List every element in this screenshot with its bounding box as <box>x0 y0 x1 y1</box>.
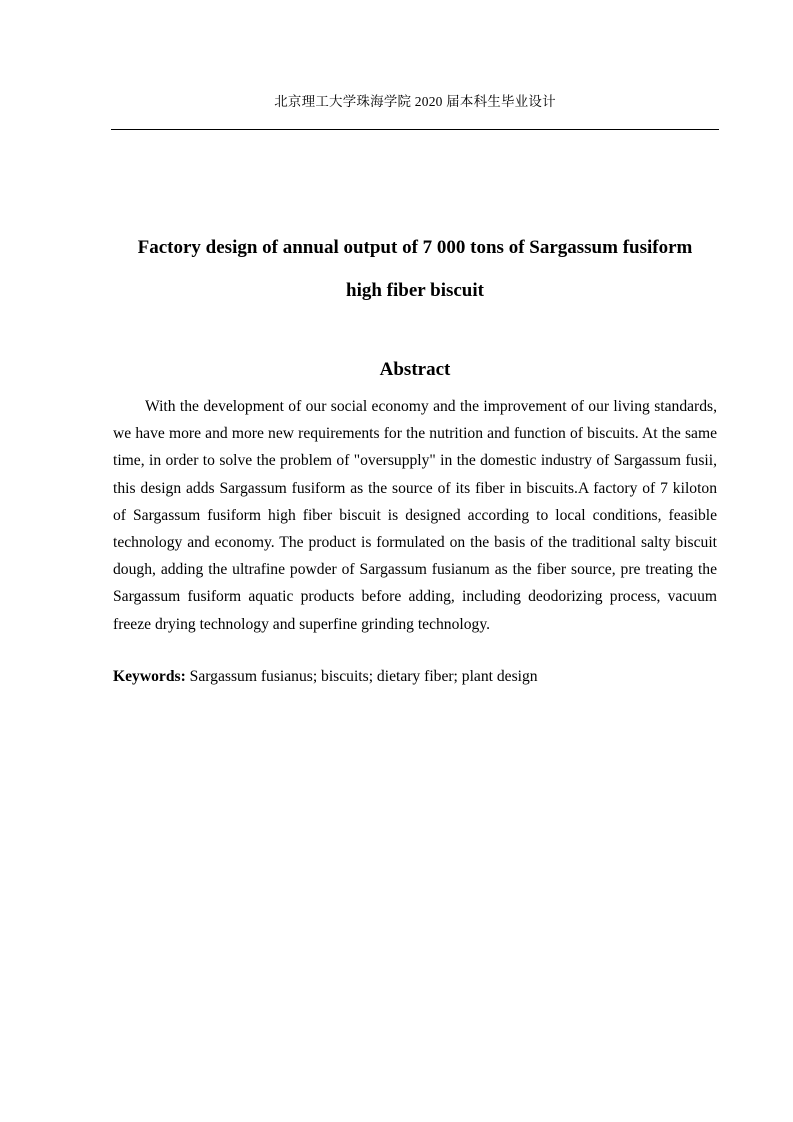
keywords-text: Sargassum fusianus; biscuits; dietary fiber; plant design <box>185 668 538 685</box>
keywords-label: Keywords: <box>113 668 186 685</box>
title-line-2: high fiber biscuit <box>346 280 484 301</box>
abstract-heading: Abstract <box>379 359 451 380</box>
document-title <box>111 226 719 312</box>
abstract-paragraph: With the development of our social economy and the improvement of our living standards, we have more and more new requirements for the nutrition and function of biscuits. At the same time, in order to solve the problem of "oversupply" in the domestic industry of Sargassum fusii, this design adds Sargassum fusiform as the source of its fiber in biscuits.A factory of 7 kiloton of Sargassum fusiform high fiber biscuit is designed according to local conditions, feasible technology and economy. The product is formulated on the basis of the traditional salty biscuit dough, adding the ultrafine powder of Sargassum fusianum as the fiber source, pre treating the Sargassum fusiform aquatic products before adding, including deodorizing process, vacuum freeze drying technology and superfine grinding technology. <box>113 398 717 633</box>
running-header: 北京理工大学珠海学院 2020 届本科生毕业设计 <box>274 94 556 109</box>
header-divider <box>111 129 719 130</box>
title-line-1: Factory design of annual output of 7 000 tons of Sargassum fusiform <box>137 237 693 258</box>
keywords-line <box>113 665 717 689</box>
